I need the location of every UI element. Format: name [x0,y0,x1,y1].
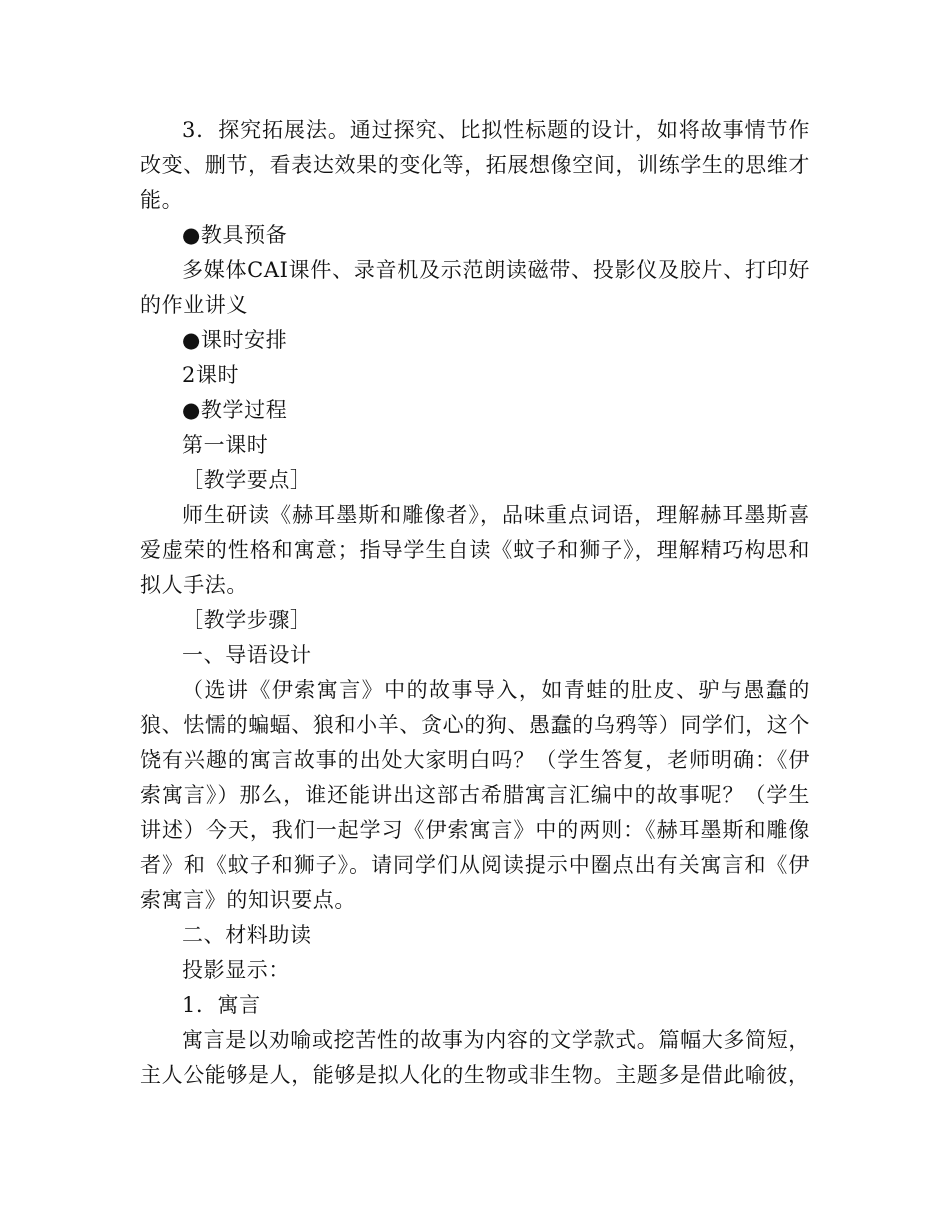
paragraph-teaching-points: 师生研读《赫耳墨斯和雕像者》，品味重点词语，理解赫耳墨斯喜爱虚荣的性格和寓意；指导学生自读《蚊子和狮子》，理解精巧构思和拟人手法。 [140,503,810,597]
paragraph-fable-definition: 寓言是以劝喻或挖苦性的故事为内容的文学款式。篇幅大多简短，主人公能够是人，能够是拟人化的生物或非生物。主题多是借此喻彼， [140,1028,810,1087]
paragraph-method-3: 3．探究拓展法。通过探究、比拟性标题的设计，如将故事情节作改变、删节，看表达效果的变化等，拓展想像空间，训练学生的思维才能。 [140,118,810,212]
heading-material-reading: 二、材料助读 [182,923,312,947]
paragraph-class-hours: 2课时 [182,363,240,387]
heading-teaching-points: ［教学要点］ [182,468,312,492]
heading-class-schedule: ●课时安排 [182,328,288,352]
heading-teaching-process: ●教学过程 [182,398,288,422]
heading-teaching-tools: ●教具预备 [182,223,288,247]
paragraph-intro-design: （选讲《伊索寓言》中的故事导入，如青蛙的肚皮、驴与愚蠢的狼、怯懦的蝙蝠、狼和小羊、贪心的狗、愚蠢的乌鸦等）同学们，这个饶有兴趣的寓言故事的出处大家明白吗？（学生答复，老师明确：《伊索寓言》）那么，谁还能讲出这部古希腊寓言汇编中的故事呢？（学生讲述）今天，我们一起学习《伊索寓言》中的两则：《赫耳墨斯和雕像者》和《蚊子和狮子》。请同学们从阅读提示中圈点出有关寓言和《伊索寓言》的知识要点。 [140,678,810,912]
paragraph-teaching-tools: 多媒体CAI课件、录音机及示范朗读磁带、投影仪及胶片、打印好的作业讲义 [140,258,810,317]
heading-first-lesson: 第一课时 [182,433,269,457]
document-body [140,113,810,1093]
heading-intro-design: 一、导语设计 [182,643,312,667]
heading-teaching-steps: ［教学步骤］ [182,608,312,632]
paragraph-projection: 投影显示： [182,958,290,982]
heading-fable: 1．寓言 [182,993,261,1017]
